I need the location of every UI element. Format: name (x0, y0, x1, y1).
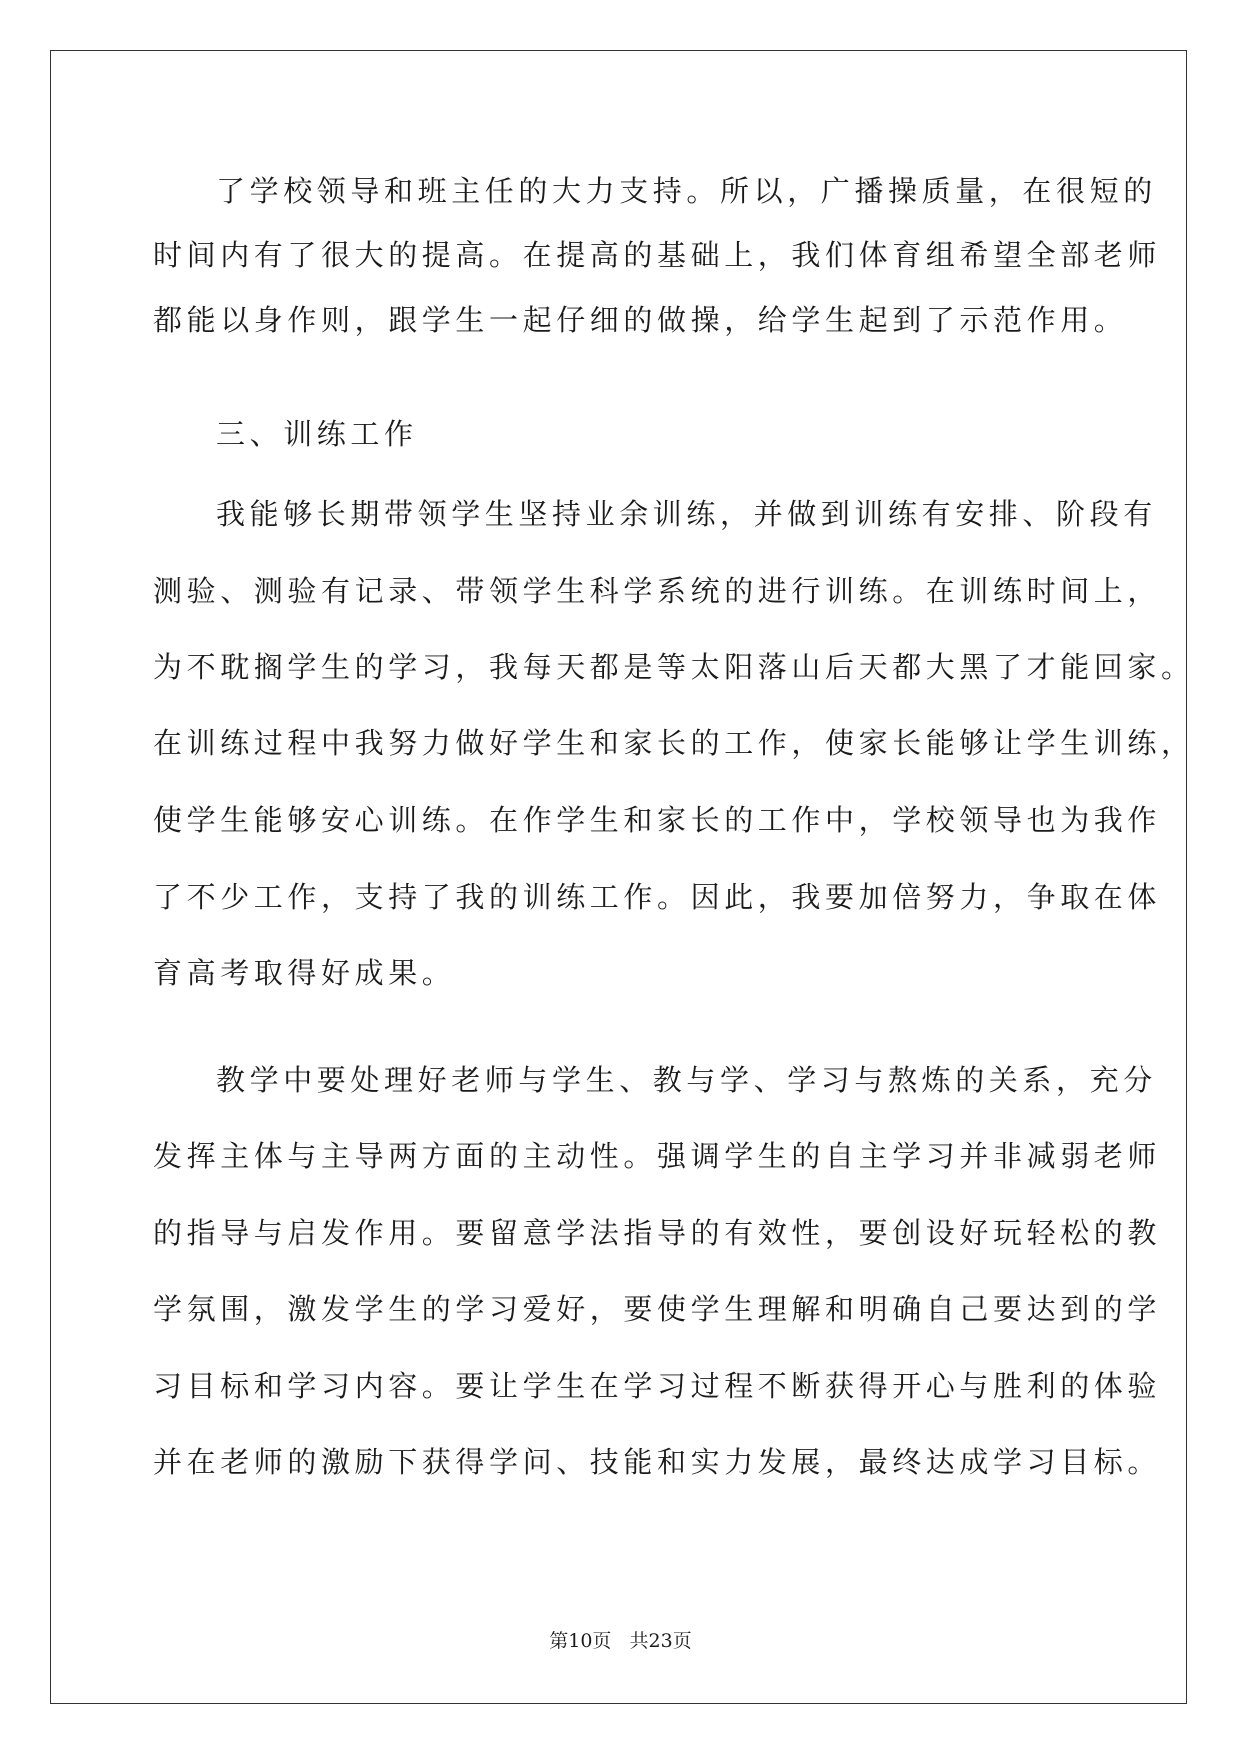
text-line: 了不少工作，支持了我的训练工作。因此，我要加倍努力，争取在体 (153, 880, 1162, 914)
text-line: 在训练过程中我努力做好学生和家长的工作，使家长能够让学生训练， (153, 726, 1195, 760)
section-heading: 三、训练工作 (216, 417, 418, 451)
text-line: 育高考取得好成果。 (153, 956, 456, 990)
text-line: 习目标和学习内容。要让学生在学习过程不断获得开心与胜利的体验 (153, 1369, 1162, 1403)
text-line: 并在老师的激励下获得学问、技能和实力发展，最终达成学习目标。 (153, 1445, 1162, 1479)
text-line: 使学生能够安心训练。在作学生和家长的工作中，学校领导也为我作 (153, 803, 1162, 837)
text-line: 了学校领导和班主任的大力支持。所以，广播操质量，在很短的 (216, 174, 1157, 208)
text-line: 我能够长期带领学生坚持业余训练，并做到训练有安排、阶段有 (216, 497, 1157, 531)
page-number-footer: 第10页 共23页 (549, 1630, 692, 1652)
text-line: 的指导与启发作用。要留意学法指导的有效性，要创设好玩轻松的教 (153, 1216, 1162, 1250)
text-line: 教学中要处理好老师与学生、教与学、学习与熬炼的关系，充分 (216, 1063, 1157, 1097)
text-line: 测验、测验有记录、带领学生科学系统的进行训练。在训练时间上， (153, 574, 1162, 608)
text-line: 学氛围，激发学生的学习爱好，要使学生理解和明确自己要达到的学 (153, 1292, 1162, 1326)
text-line: 都能以身作则，跟学生一起仔细的做操，给学生起到了示范作用。 (153, 303, 1128, 337)
text-line: 发挥主体与主导两方面的主动性。强调学生的自主学习并非减弱老师 (153, 1139, 1162, 1173)
text-line: 时间内有了很大的提高。在提高的基础上，我们体育组希望全部老师 (153, 238, 1162, 272)
text-line: 为不耽搁学生的学习，我每天都是等太阳落山后天都大黑了才能回家。 (153, 650, 1195, 684)
